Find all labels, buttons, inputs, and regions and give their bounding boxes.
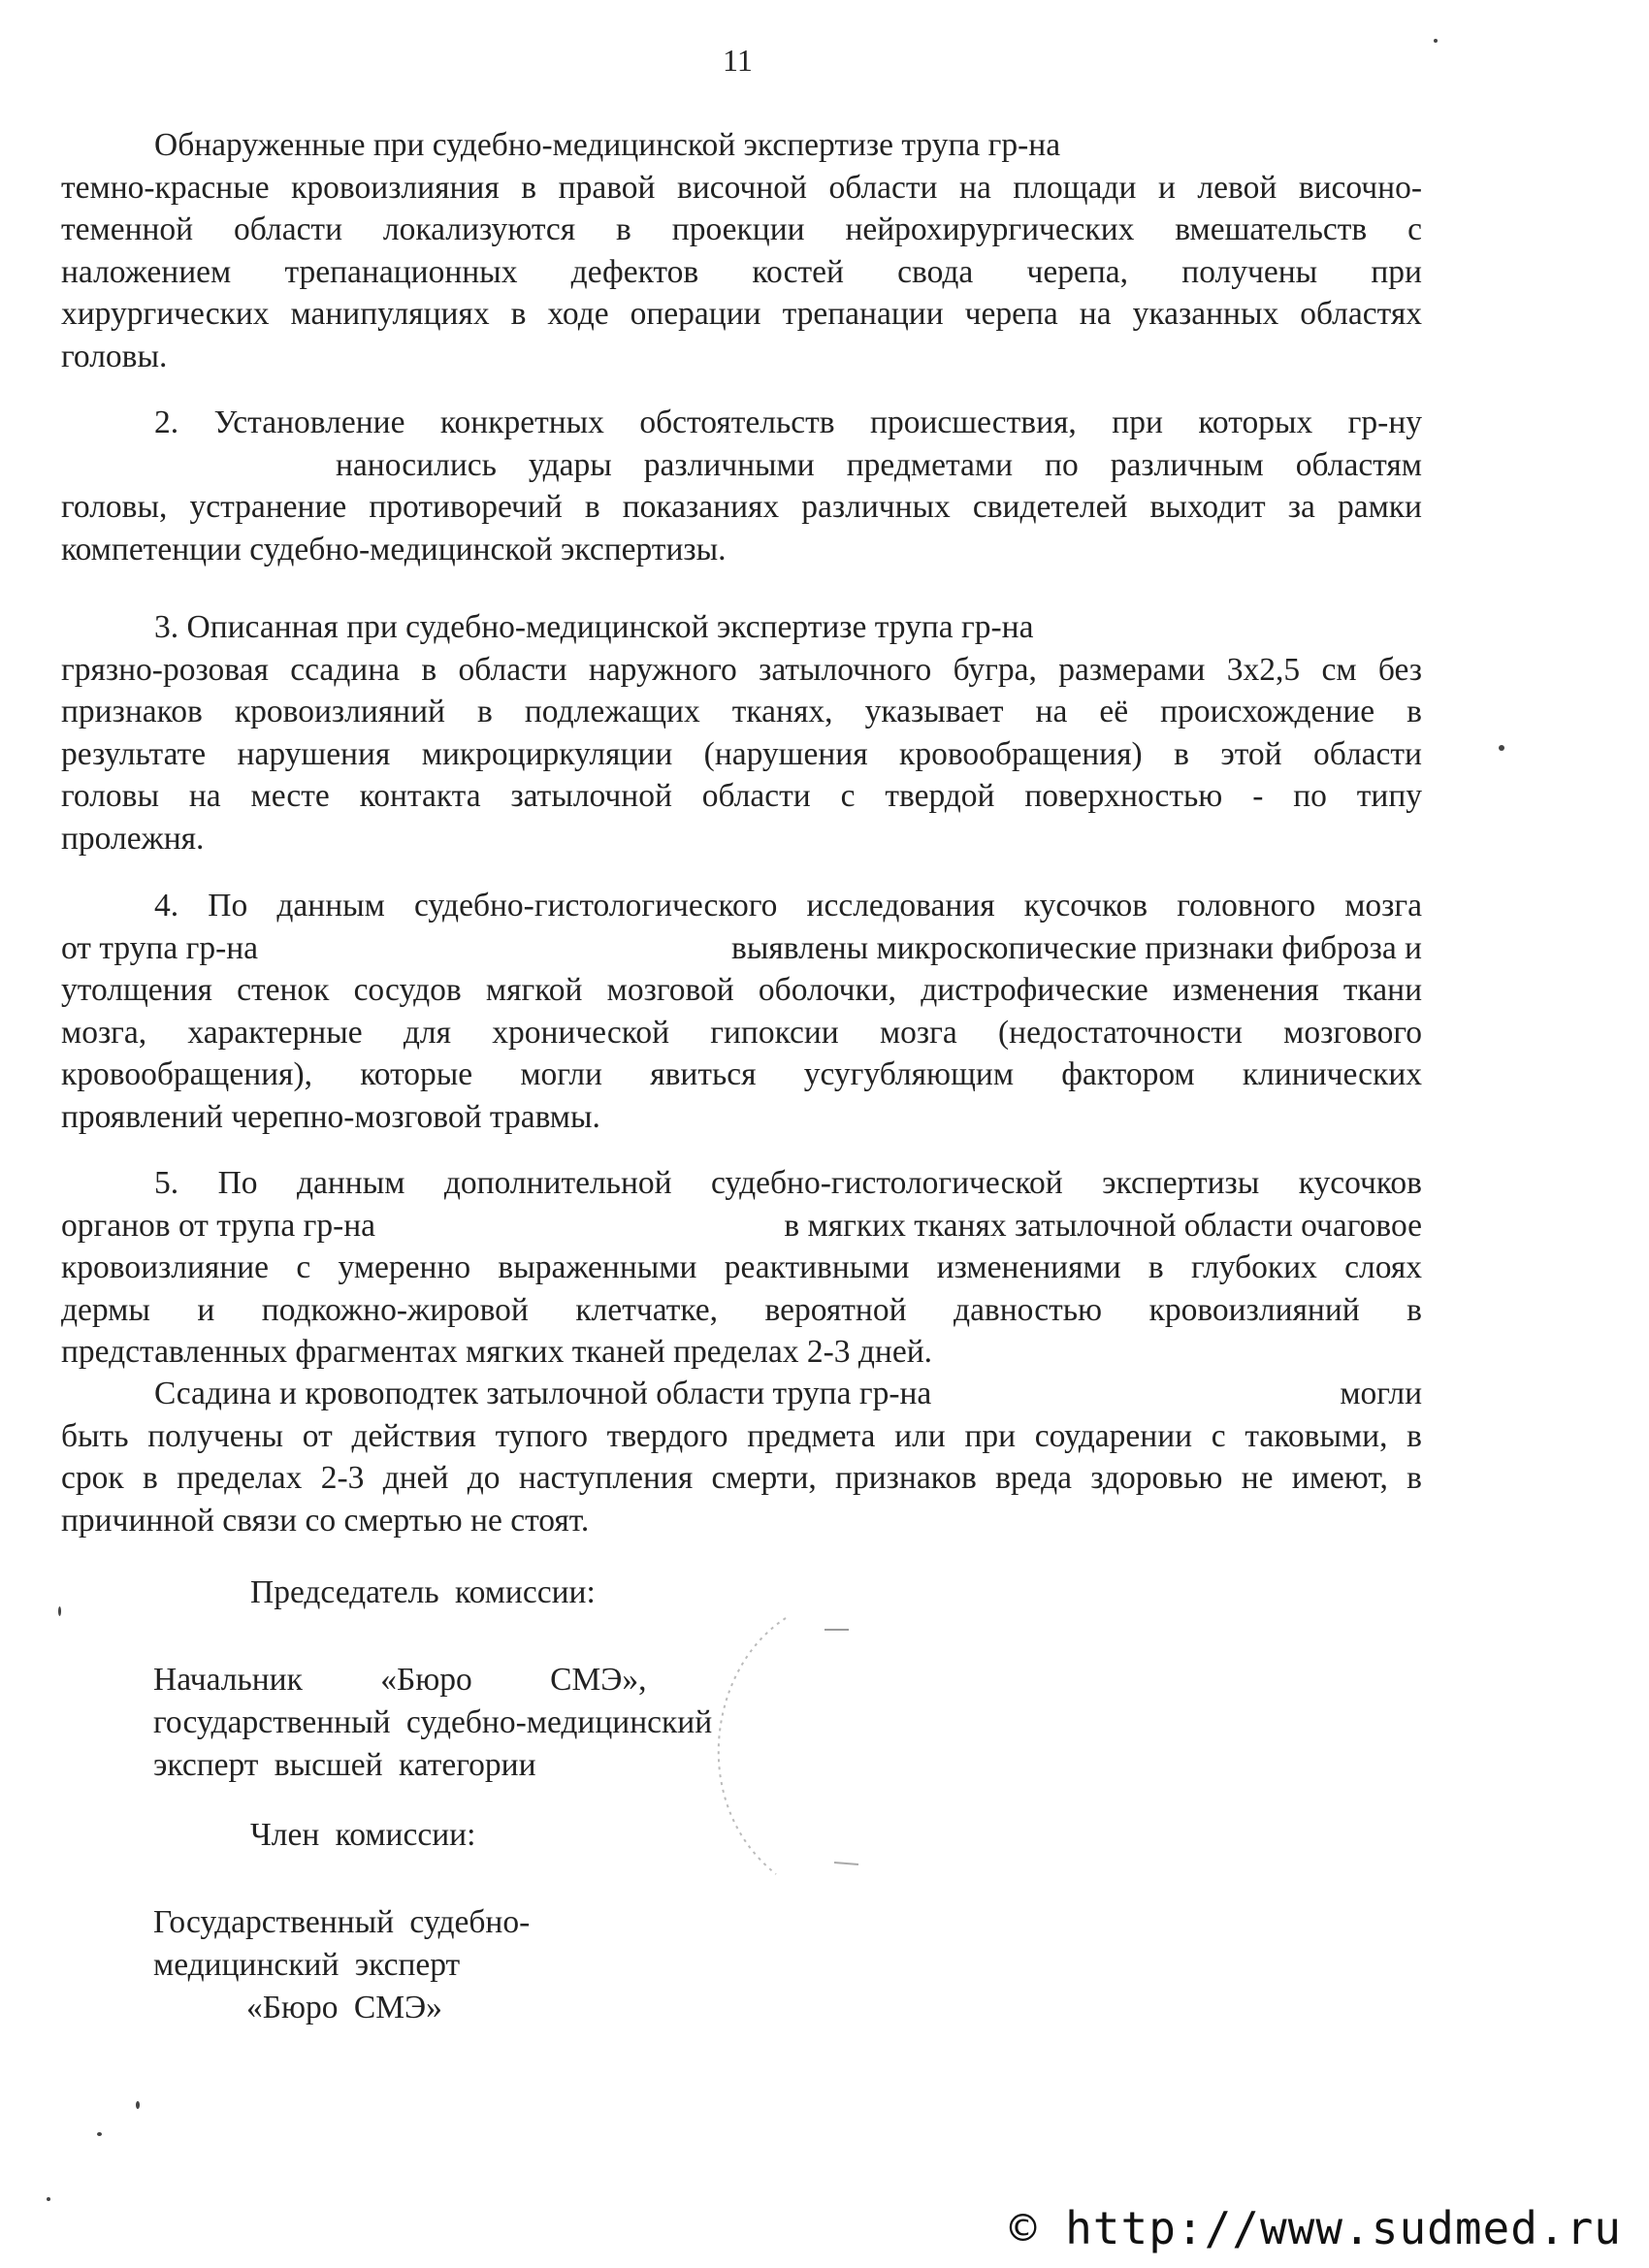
paragraph-line: проявлений черепно-мозговой травмы. xyxy=(61,1098,600,1135)
chairman-line: Начальник «Бюро СМЭ», xyxy=(153,1662,647,1698)
paragraph-1 xyxy=(61,124,1422,377)
paragraph-line: органов от трупа гр-на xyxy=(61,1207,376,1244)
paragraph-line: 2. Установление конкретных обстоятельств происшествия, при которых гр-ну xyxy=(154,405,1422,440)
scan-speck xyxy=(47,2197,50,2201)
paragraph-line: хирургических манипуляциях в ходе операции трепанации черепа на указанных областях xyxy=(61,296,1422,332)
scan-speck xyxy=(58,1606,61,1616)
paragraph-2 xyxy=(61,402,1422,570)
chairman-line: эксперт высшей категории xyxy=(153,1747,536,1783)
paragraph-line: головы. xyxy=(61,338,168,374)
paragraph-line: быть получены от действия тупого твердого предмета или при соударении с таковыми, в xyxy=(61,1417,1422,1454)
watermark: © http://www.sudmed.ru xyxy=(1009,2202,1622,2254)
paragraph-line: выявлены микроскопические признаки фиброза и xyxy=(731,929,1422,966)
paragraph-line: пролежня. xyxy=(61,820,205,857)
paragraph-line: кровообращения), которые могли явиться усугубляющим фактором клинических xyxy=(61,1056,1422,1092)
paragraph-line: теменной области локализуются в проекции нейрохирургических вмешательств с xyxy=(61,211,1422,247)
paragraph-line: могли xyxy=(1340,1376,1422,1411)
paragraph-line: 4. По данным судебно-гистологического исследования кусочков головного мозга xyxy=(154,888,1422,923)
paragraph-line: признаков кровоизлияний в подлежащих тканях, указывает на её происхождение в xyxy=(61,694,1422,729)
member-heading: Член комиссии: xyxy=(250,1817,476,1853)
paragraph-line: дермы и подкожно-жировой клетчатке, вероятной давностью кровоизлияний в xyxy=(61,1291,1422,1328)
paragraph-line: головы, устранение противоречий в показаниях различных свидетелей выходит за рамки xyxy=(61,489,1422,525)
paragraph-line: результате нарушения микроциркуляции (нарушения кровообращения) в этой области xyxy=(61,735,1422,772)
paragraph-line: Обнаруженные при судебно-медицинской экспертизе трупа гр-на xyxy=(154,127,1061,163)
chairman-line: государственный судебно-медицинский xyxy=(153,1704,713,1740)
paragraph-line: кровоизлияние с умеренно выраженными реактивными изменениями в глубоких слоях xyxy=(61,1249,1422,1285)
paragraph-line: 3. Описанная при судебно-медицинской экспертизе трупа гр-на xyxy=(154,609,1034,645)
scan-speck xyxy=(97,2132,102,2136)
stamp-trace xyxy=(669,1610,863,1882)
member-block xyxy=(153,1901,530,2029)
paragraph-line: от трупа гр-на xyxy=(61,929,259,966)
paragraph-line: представленных фрагментах мягких тканей пределах 2-3 дней. xyxy=(61,1334,933,1370)
paragraph-line: наносились удары различными предметами по различным областям xyxy=(336,446,1422,483)
paragraph-line: 5. По данным дополнительной судебно-гистологической экспертизы кусочков xyxy=(154,1165,1422,1201)
paragraph-line: в мягких тканях затылочной области очаговое xyxy=(784,1207,1422,1244)
paragraph-line: головы на месте контакта затылочной области с твердой поверхностью - по типу xyxy=(61,778,1422,814)
page-number: 11 xyxy=(723,43,753,78)
paragraph-line: наложением трепанационных дефектов костей свода черепа, получены при xyxy=(61,253,1422,290)
member-line: Государственный судебно- xyxy=(153,1904,531,1940)
member-line: «Бюро СМЭ» xyxy=(246,1990,442,2025)
chairman-heading: Председатель комиссии: xyxy=(250,1574,596,1610)
paragraph-line: компетенции судебно-медицинской экспертизы. xyxy=(61,531,727,567)
scan-speck xyxy=(1499,745,1504,751)
member-line: медицинский эксперт xyxy=(153,1947,461,1983)
paragraph-5 xyxy=(61,1162,1422,1374)
scan-speck xyxy=(136,2101,140,2109)
paragraph-3 xyxy=(61,606,1422,859)
paragraph-line: причинной связи со смертью не стоят. xyxy=(61,1502,590,1539)
chairman-block xyxy=(153,1659,712,1787)
paragraph-line: грязно-розовая ссадина в области наружного затылочного бугра, размерами 3х2,5 см без xyxy=(61,651,1422,688)
paragraph-4 xyxy=(61,885,1422,1138)
paragraph-line: темно-красные кровоизлияния в правой височной области на площади и левой височно- xyxy=(61,169,1422,206)
paragraph-line: утолщения стенок сосудов мягкой мозговой оболочки, дистрофические изменения ткани xyxy=(61,972,1422,1008)
scan-speck xyxy=(1434,39,1438,43)
paragraph-line: срок в пределах 2-3 дней до наступления смерти, признаков вреда здоровью не имеют, в xyxy=(61,1460,1422,1496)
paragraph-line: Ссадина и кровоподтек затылочной области трупа гр-на xyxy=(154,1376,932,1411)
paragraph-line: мозга, характерные для хронической гипоксии мозга (недостаточности мозгового xyxy=(61,1014,1422,1051)
paragraph-6 xyxy=(61,1373,1422,1541)
